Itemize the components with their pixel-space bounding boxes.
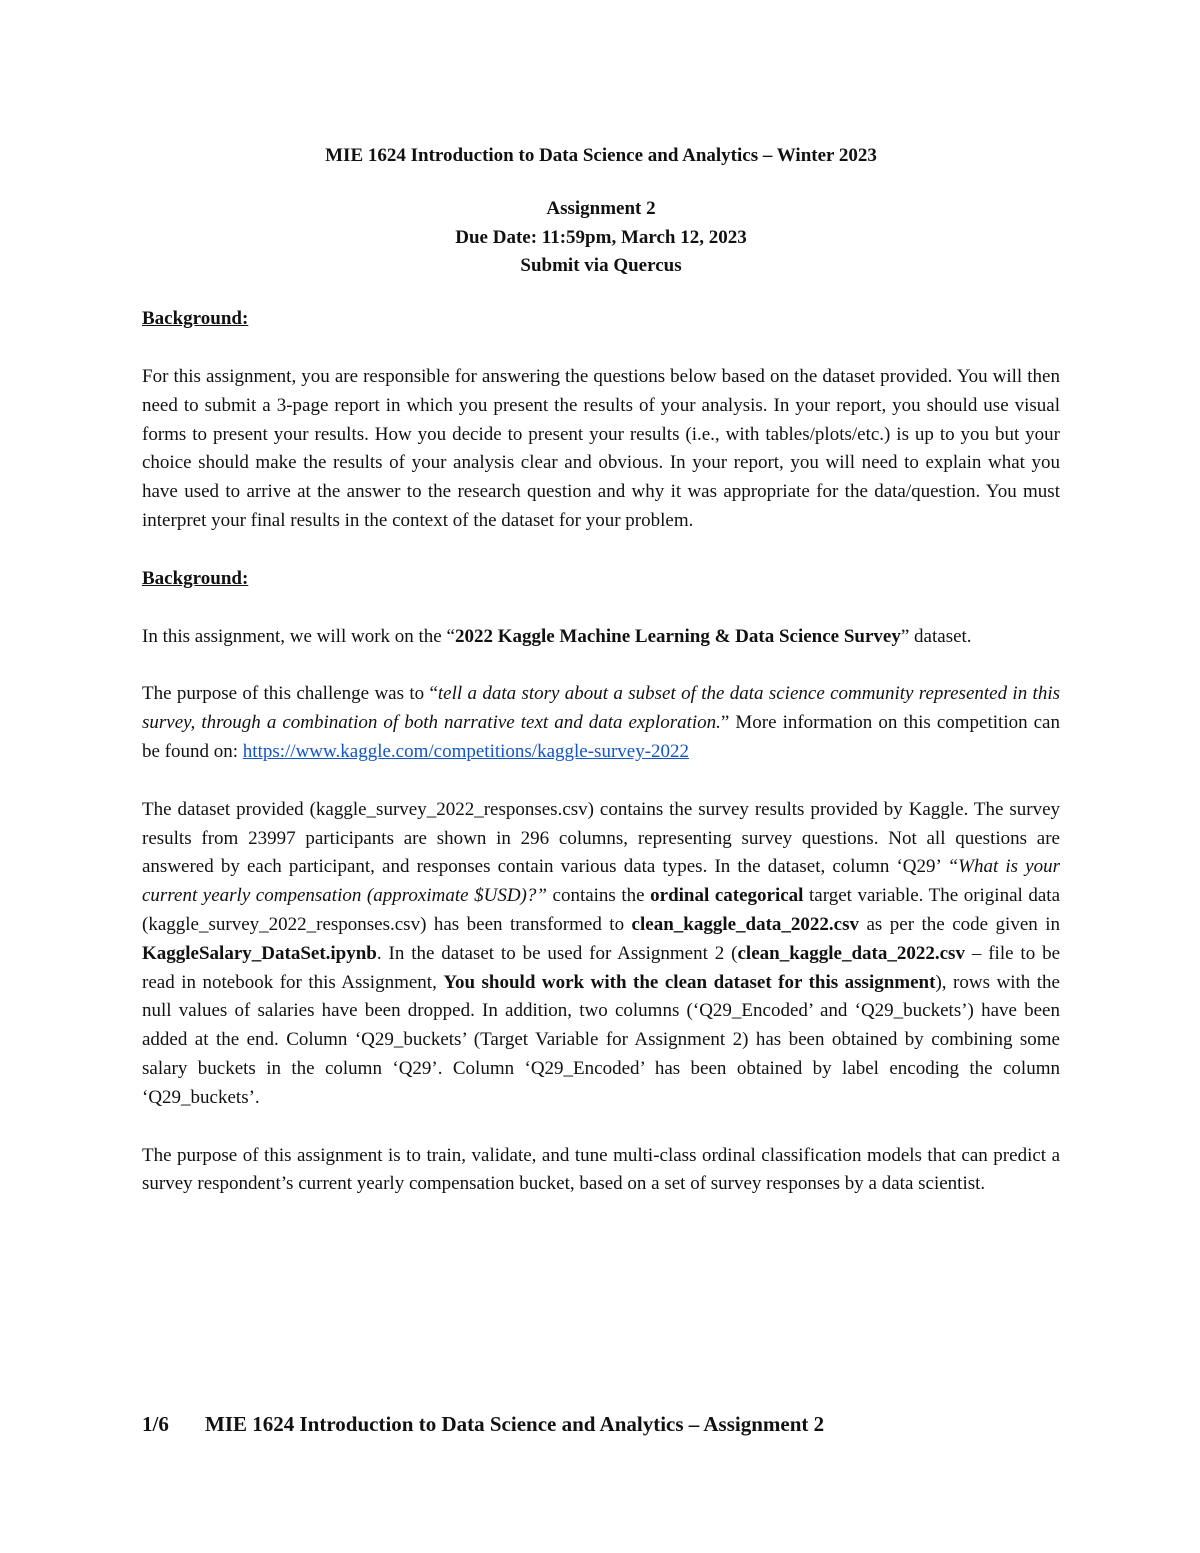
dataset-description-paragraph <box>142 796 1060 1113</box>
clean-file-name: clean_kaggle_data_2022.csv <box>737 942 965 964</box>
page-number: 1/6 <box>142 1412 169 1436</box>
text-run: – file to be read in notebook for this Assignment, <box>142 942 1061 993</box>
text-run: ” More information on this competition can be found on: <box>142 712 1060 762</box>
text-run: contains the <box>546 885 651 907</box>
text-run: . In the dataset to be used for Assignment 2 ( <box>376 942 738 964</box>
course-title: MIE 1624 Introduction to Data Science and Analytics – Winter 2023 <box>325 145 877 166</box>
assignment-purpose-paragraph: The purpose of this assignment is to train, validate, and tune multi-class ordinal classification models that can predict a survey respondent’s current yearly compensation bucket, based on a set of survey responses by a data scientist. <box>142 1144 1060 1195</box>
submit-instruction: Submit via Quercus <box>520 255 682 277</box>
text-run: ” dataset. <box>900 625 972 647</box>
text-run: In this assignment, we will work on the “ <box>142 625 455 647</box>
background-paragraph-1: For this assignment, you are responsible for answering the questions below based on the dataset provided. You will then need to submit a 3-page report in which you present the results of your analysis. In your report, you should use visual forms to present your results. How you decide to present your results (i.e., with tables/plots/etc.) is up to you but your choice should make the results of your analysis clear and obvious. In your report, you will need to explain what you have used to arrive at the answer to the research question and why it was appropriate for the data/question. You must interpret your final results in the context of the dataset for your problem. <box>142 365 1060 531</box>
background-heading-2: Background: <box>142 567 249 589</box>
text-run: as per the code given in <box>859 913 1061 935</box>
background-heading-1: Background: <box>142 308 249 330</box>
due-date: Due Date: 11:59pm, March 12, 2023 <box>455 226 747 248</box>
challenge-purpose-paragraph <box>142 680 1060 766</box>
clean-dataset-note: You should work with the clean dataset for this assignment <box>443 971 936 993</box>
text-run: The purpose of this challenge was to “ <box>142 683 438 705</box>
challenge-quote: tell a data story about a subset of the data science community represented in this survey, through a combination of both narrative text and data exploration. <box>142 683 1060 734</box>
text-run: ), rows with the null values of salaries have been dropped. In addition, two columns (‘Q29_Encoded’ and ‘Q29_buckets’) have been added at the end. Column ‘Q29_buckets’ (Target Variable for Assignment 2) has been obtained by combining some salary buckets in the column ‘Q29’. Column ‘Q29_Encoded’ has been obtained by label encoding the column ‘Q29_buckets’. <box>142 971 1060 1108</box>
survey-name: 2022 Kaggle Machine Learning & Data Science Survey <box>454 625 901 647</box>
text-run: The dataset provided (kaggle_survey_2022_responses.csv) contains the survey results provided by Kaggle. The survey results from 23997 participants are shown in 296 columns, representing survey questions. Not all questions are answered by each participant, and responses contain various data types. In the dataset, column ‘Q29’ <box>142 798 1060 878</box>
page-footer <box>142 1409 1060 1439</box>
document-body <box>142 142 1060 1199</box>
competition-link[interactable]: https://www.kaggle.com/competitions/kaggle-survey-2022 <box>242 740 690 762</box>
clean-file-name: clean_kaggle_data_2022.csv <box>631 913 860 935</box>
q29-question: “What is your current yearly compensation (approximate $USD)?” <box>142 856 1060 907</box>
text-run: target variable. The original data (kaggle_survey_2022_responses.csv) has been transformed to <box>142 885 1060 935</box>
footer-title: MIE 1624 Introduction to Data Science and Analytics – Assignment 2 <box>205 1412 825 1436</box>
assignment-label: Assignment 2 <box>546 197 656 219</box>
dataset-intro-paragraph <box>142 623 1060 652</box>
notebook-name: KaggleSalary_DataSet.ipynb <box>142 942 377 964</box>
bold-term: ordinal categorical <box>650 885 804 907</box>
